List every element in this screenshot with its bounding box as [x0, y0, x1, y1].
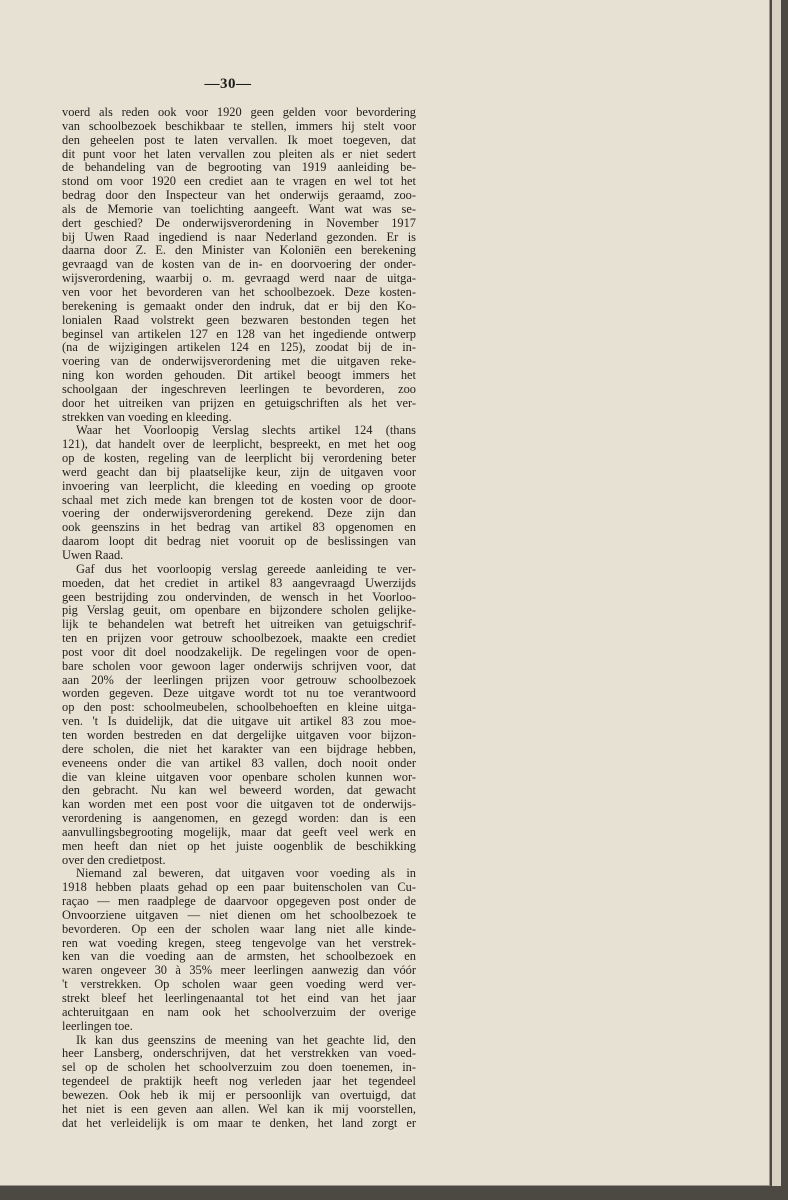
text-line: stond om voor 1920 een crediet aan te vragen en wel tot het: [62, 175, 416, 189]
text-line: bare scholen voor gewoon lager onderwijs schrijven voor, dat: [62, 659, 416, 673]
text-line: worden gegeven. Deze uitgave wordt tot nu toe verantwoord: [62, 687, 416, 701]
text-line: kan worden met een post voor die uitgaven tot de onderwijs-: [62, 798, 416, 812]
page-edge-strip: [772, 0, 781, 1186]
text-line: dat het verleidelijk is om maar te denken, het land zorgt er: [62, 1116, 416, 1130]
text-line: beginsel van artikelen 127 en 128 van het ingediende ontwerp: [62, 327, 416, 341]
text-line: ten en prijzen voor getrouw schoolbezoek, maakte een crediet: [62, 632, 416, 646]
text-line: ren wat voeding kregen, steeg tengevolge van het verstrek-: [62, 936, 416, 950]
text-line: Niemand zal beweren, dat uitgaven voor voeding als in: [76, 867, 416, 881]
text-line: wijsverordening, waarbij o. m. gevraagd werd naar de uitga-: [62, 272, 416, 286]
text-line: daarom loopt dit bedrag niet vooruit op de beslissingen van: [62, 535, 416, 549]
text-line: op den post: schoolmeubelen, schoolbehoeften en kleine uitga-: [62, 701, 416, 715]
text-line: ook geenszins in het bedrag van artikel 83 opgenomen en: [62, 521, 416, 535]
text-line: raçao — men raadplege de daarvoor opgegeven post onder de: [62, 895, 416, 909]
text-line: 121), dat handelt over de leerplicht, bespreekt, en met het oog: [62, 438, 416, 452]
page-number: —30—: [204, 76, 252, 92]
text-line: ken van die voeding aan de armsten, het schoolbezoek en: [62, 950, 416, 964]
text-line: Waar het Voorloopig Verslag slechts artikel 124 (thans: [76, 424, 416, 438]
body-text: [62, 106, 416, 1130]
text-line: 1918 hebben plaats gehad op een paar buitenscholen van Cu-: [62, 881, 416, 895]
text-line: eveneens onder die van artikel 83 vallen, doch nooit onder: [62, 756, 416, 770]
text-line: op de kosten, regeling van de leerplicht bij verordening beter: [62, 452, 416, 466]
paragraph: [62, 563, 416, 868]
text-line: bij Uwen Raad ingediend is naar Nederland gezonden. Er is: [62, 230, 416, 244]
text-line: geen bestrijding zou ondervinden, de wensch in het Voorloo-: [62, 590, 416, 604]
text-line: leerlingen toe.: [62, 1019, 133, 1033]
text-line: Gaf dus het voorloopig verslag gereede aanleiding te ver-: [76, 562, 416, 576]
text-line: door het uitreiken van prijzen en getuigschriften als het ver-: [62, 396, 416, 410]
text-line: ven voor het bevorderen van het schoolbezoek. Deze kosten-: [62, 285, 416, 299]
paragraph: [62, 106, 416, 424]
text-line: sel op de scholen het schoolverzuim zou doen toenemen, in-: [62, 1061, 416, 1075]
text-line: strekt bleef het leerlingenaantal tot het eind van het jaar: [62, 992, 416, 1005]
text-line: als de Memorie van toelichting aangeeft. Want wat was se-: [62, 202, 416, 216]
text-line: invoering van leerplicht, die kleeding en voeding op groote: [62, 479, 416, 493]
paragraph: [62, 867, 416, 1033]
text-line: de behandeling van de begrooting van 1919 aanleiding be-: [62, 161, 416, 175]
text-line: aan 20% der leerlingen prijzen voor getrouw schoolbezoek: [62, 673, 416, 687]
text-line: tegendeel de praktijk heeft nog verleden jaar het tegendeel: [62, 1075, 416, 1089]
text-line: die van kleine uitgaven voor openbare scholen kunnen wor-: [62, 770, 416, 784]
text-line: den geheelen post te laten vervallen. Ik moet toegeven, dat: [62, 133, 416, 147]
text-line: verordening is aangenomen, en gezegd worden: dan is een: [62, 812, 416, 826]
text-line: ten worden bestreden en dat dergelijke uitgaven voor bijzon-: [62, 728, 416, 742]
text-line: berekening is gemaakt onder den indruk, dat er bij den Ko-: [62, 299, 416, 313]
text-line: dert geschied? De onderwijsverordening in November 1917: [62, 216, 416, 230]
text-line: dit punt voor het laten vervallen zou pleiten als er niet sedert: [62, 147, 416, 161]
text-line: van schoolbezoek beschikbaar te stellen, immers hij stelt voor: [62, 119, 416, 133]
text-line: lijk te behandelen wat betreft het uitreiken van getuigschrif-: [62, 618, 416, 632]
text-line: Ik kan dus geenszins de meening van het geachte lid, den: [76, 1033, 416, 1047]
paragraph: [62, 1034, 416, 1131]
text-line: men heeft dan niet op het juiste oogenblik de beschikking: [62, 839, 416, 853]
text-line: voering der onderwijsverordening gerekend. Deze zijn dan: [62, 507, 416, 521]
text-line: 't verstrekken. Op scholen waar geen voeding werd ver-: [62, 978, 416, 992]
text-line: waren ongeveer 30 à 35% meer leerlingen aanwezig dan vóór: [62, 964, 416, 978]
text-line: daarna door Z. E. den Minister van Koloniën een berekening: [62, 244, 416, 258]
text-line: bedrag door den Inspecteur van het onderwijs geraamd, zoo-: [62, 189, 416, 203]
page-edge-bottom: [0, 1186, 788, 1200]
text-line: moeden, dat het crediet in artikel 83 aangevraagd Uwerzijds: [62, 576, 416, 590]
text-line: bevorderen. Op een der scholen waar lang niet alle kinde-: [62, 922, 416, 936]
text-line: (na de wijzigingen artikelen 124 en 125), zoodat bij de in-: [62, 341, 416, 355]
text-line: bewezen. Ook heb ik mij er persoonlijk van overtuigd, dat: [62, 1088, 416, 1102]
text-line: den gebracht. Nu kan wel beweerd worden, dat gewacht: [62, 784, 416, 798]
page-edge-right: [770, 0, 788, 1200]
paragraph: [62, 424, 416, 562]
text-line: gevraagd van de kosten van de in- en doorvoering der onder-: [62, 258, 416, 272]
text-line: dere scholen, die niet het karakter van een bijdrage hebben,: [62, 742, 416, 756]
text-line: achteruitgaan en nam ook het schoolverzuim der overige: [62, 1005, 416, 1019]
text-line: strekken van voeding en kleeding.: [62, 410, 232, 424]
text-line: post voor dit doel noodzakelijk. De regelingen voor de open-: [62, 645, 416, 659]
text-line: werd geacht dan bij plaatselijke keur, zijn de uitgaven voor: [62, 465, 416, 479]
text-line: ning kon worden gehouden. Dit artikel beoogt immers het: [62, 369, 416, 383]
text-line: schaal met zich mede kan brengen tot de kosten voor de door-: [62, 493, 416, 507]
text-line: schoolgaan der ingeschreven leerlingen te bevorderen, zoo: [62, 382, 416, 396]
text-line: lonialen Raad volstrekt geen bezwaren bestonden tegen het: [62, 313, 416, 327]
text-line: heer Lansberg, onderschrijven, dat het verstrekken van voed-: [62, 1047, 416, 1061]
text-line: over den credietpost.: [62, 853, 166, 867]
text-line: Uwen Raad.: [62, 549, 124, 562]
text-line: ven. 't Is duidelijk, dat die uitgave uit artikel 83 zou moe-: [62, 715, 416, 729]
text-line: Onvoorziene uitgaven — niet dienen om het schoolbezoek te: [62, 908, 416, 922]
text-line: voerd als reden ook voor 1920 geen gelden voor bevordering: [62, 106, 416, 119]
text-line: pig Verslag geuit, om openbare en bijzondere scholen gelijke-: [62, 604, 416, 618]
text-line: het niet is een geven aan allen. Wel kan ik mij voorstellen,: [62, 1102, 416, 1116]
text-line: voering van de onderwijsverordening met die uitgaven reke-: [62, 355, 416, 369]
text-line: aanvullingsbegrooting mogelijk, maar dat geeft veel werk en: [62, 825, 416, 839]
